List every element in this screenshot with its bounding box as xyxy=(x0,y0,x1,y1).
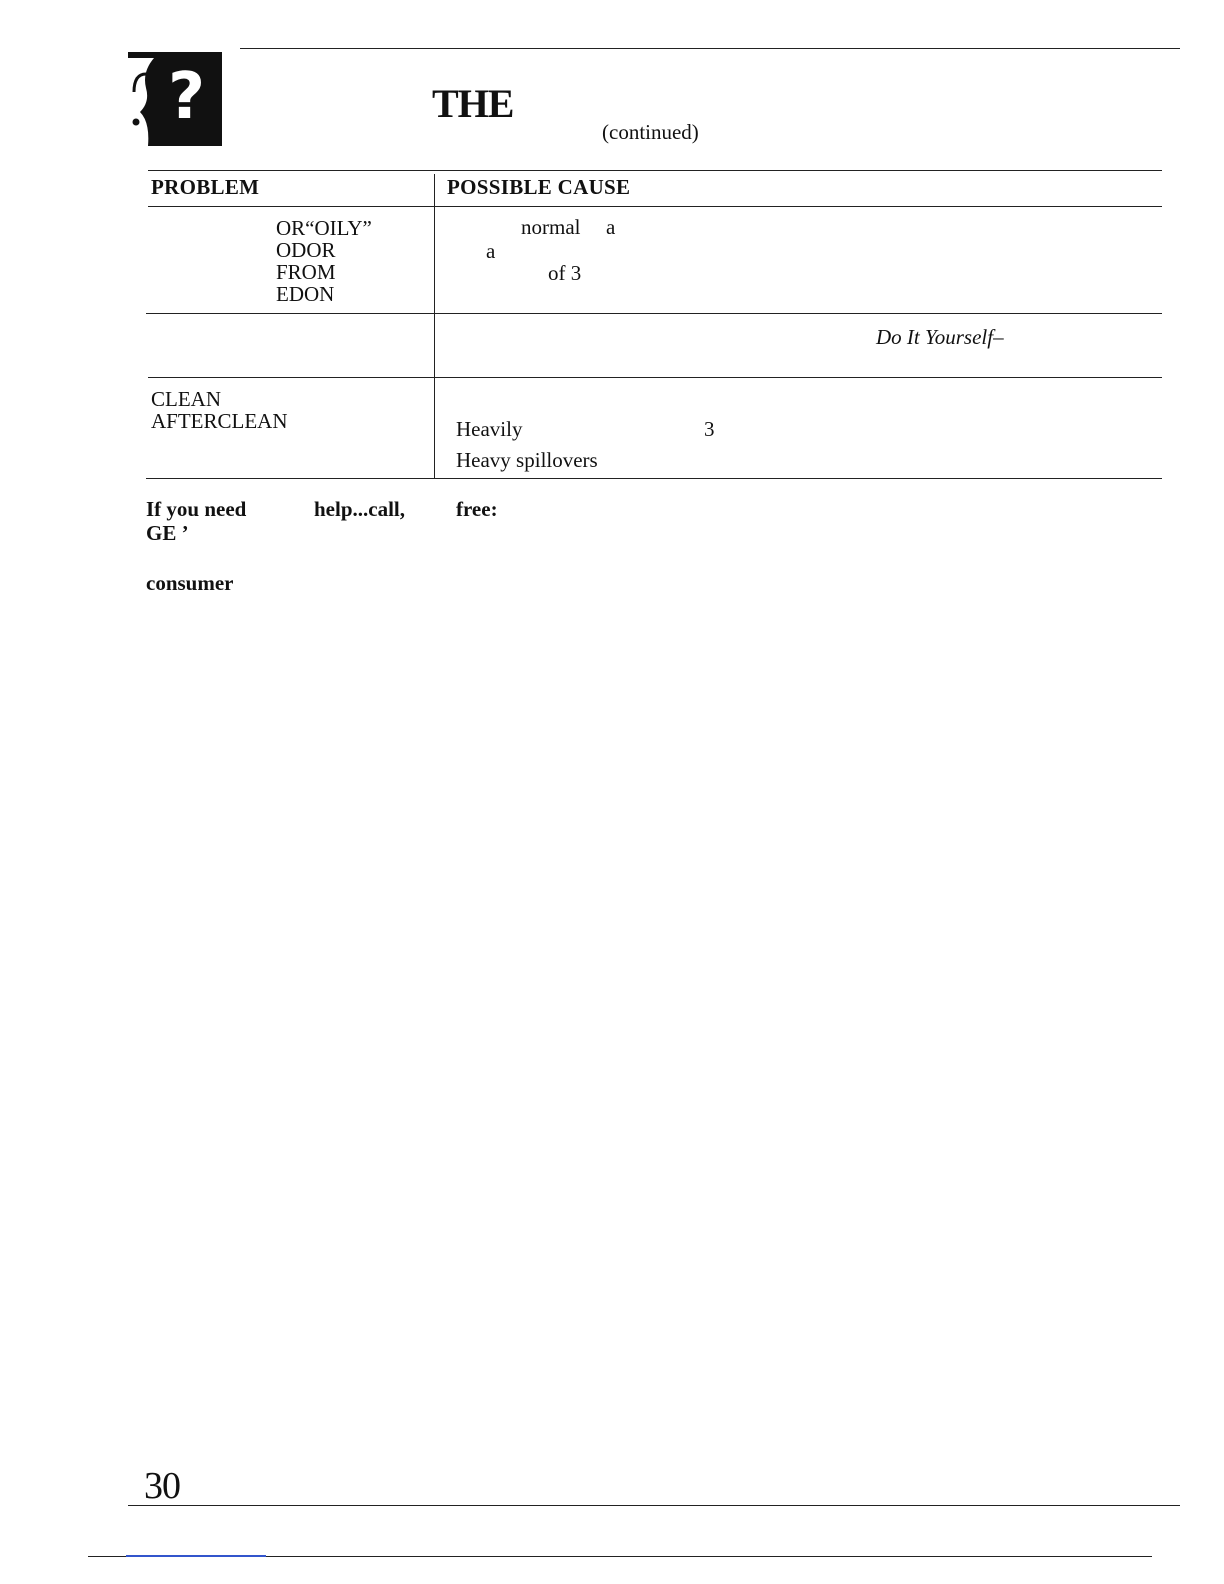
page-number: 30 xyxy=(144,1465,180,1507)
header-top-rule xyxy=(240,48,1180,49)
cause-fragment: of 3 xyxy=(548,261,582,285)
cause-fragment: normal xyxy=(521,215,581,239)
table-header-rule xyxy=(148,206,1162,207)
help-text: If you need xyxy=(146,497,247,521)
problem-text: OR“OILY” ODOR FROM EDON xyxy=(276,216,372,306)
table-row-rule xyxy=(146,313,1162,314)
problem-cell: CLEAN AFTERCLEAN xyxy=(151,387,288,433)
help-text: help...call, xyxy=(314,497,406,521)
help-text: free: xyxy=(456,497,498,521)
table-bottom-rule xyxy=(146,478,1162,479)
help-text: consumer xyxy=(146,571,234,595)
cause-fragment: 3 xyxy=(704,417,715,441)
page-bottom-rule xyxy=(128,1505,1180,1506)
svg-text:?: ? xyxy=(168,60,206,134)
cause-fragment: a xyxy=(486,239,496,263)
table-row-rule xyxy=(148,377,1162,378)
column-header-possible-cause: POSSIBLE CAUSE xyxy=(447,175,631,199)
column-header-problem: PROBLEM xyxy=(151,175,260,199)
help-text: GE ’ xyxy=(146,521,189,545)
page-title: THE xyxy=(432,81,514,126)
question-mark-icon xyxy=(128,52,222,146)
table-column-divider xyxy=(434,174,435,478)
table-top-rule xyxy=(148,170,1162,171)
cause-fragment: a xyxy=(606,215,616,239)
page-subtitle: (continued) xyxy=(602,120,699,144)
problem-cell xyxy=(160,217,372,305)
cause-fragment: Heavily xyxy=(456,417,523,441)
footer-link-bar xyxy=(126,1555,266,1557)
cause-fragment: Heavy spillovers xyxy=(456,448,598,472)
cause-fragment: Do It Yourself– xyxy=(876,325,1004,349)
